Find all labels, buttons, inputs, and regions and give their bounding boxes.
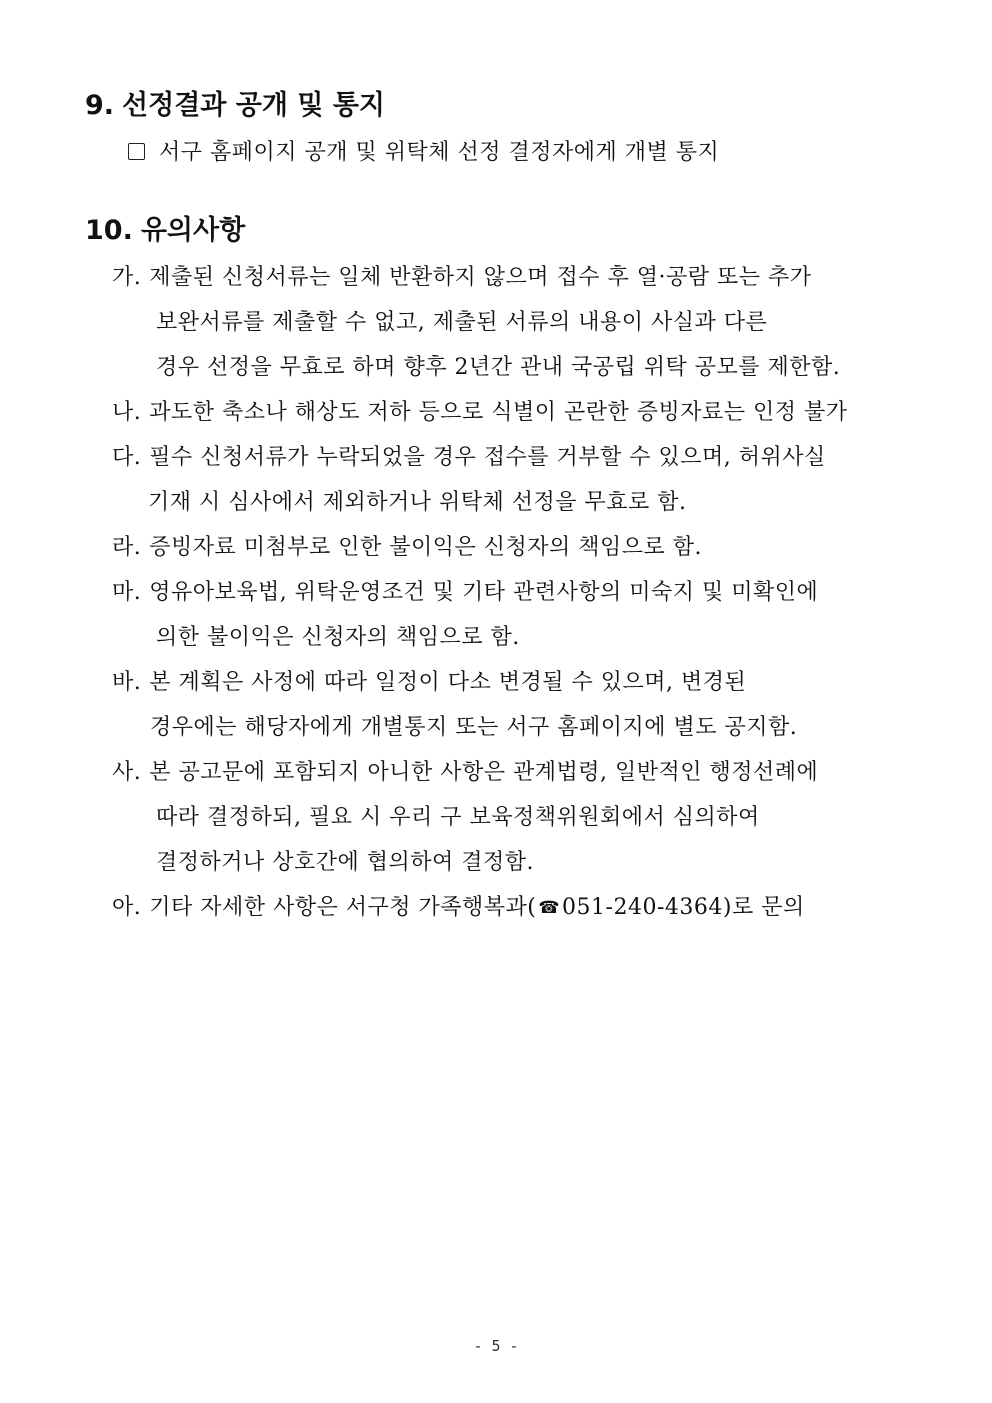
list-item-text: 과도한 축소나 해상도 저하 등으로 식별이 곤란한 증빙자료는 인정 불가 [149, 400, 848, 425]
list-item-sa [112, 756, 818, 790]
list-marker: 아. [112, 895, 142, 920]
section-9-heading [85, 86, 385, 126]
section-10-heading [85, 211, 245, 251]
list-item-ba [112, 666, 746, 700]
list-item-continuation: 보완서류를 제출할 수 없고, 제출된 서류의 내용이 사실과 다른 [156, 310, 768, 335]
square-bullet-icon [128, 143, 145, 160]
list-item-text: 본 계획은 사정에 따라 일정이 다소 변경될 수 있으며, 변경된 [149, 670, 747, 695]
list-item-da [112, 441, 826, 475]
list-item-text: 영유아보육법, 위탁운영조건 및 기타 관련사항의 미숙지 및 미확인에 [149, 580, 819, 605]
list-marker: 라. [112, 535, 142, 560]
section-9-bullet-text: 서구 홈페이지 공개 및 위탁체 선정 결정자에게 개별 통지 [159, 140, 720, 165]
list-item-continuation: 의한 불이익은 신청자의 책임으로 함. [156, 625, 520, 650]
section-9-bullet [128, 136, 719, 170]
list-item-text-before-phone: 기타 자세한 사항은 서구청 가족행복과( [149, 895, 537, 920]
list-marker: 사. [112, 760, 142, 785]
list-item-continuation: 기재 시 심사에서 제외하거나 위탁체 선정을 무효로 함. [148, 490, 687, 515]
list-marker: 나. [112, 400, 142, 425]
phone-number: 051-240-4364 [562, 895, 723, 920]
list-item-text: 제출된 신청서류는 일체 반환하지 않으며 접수 후 열·공람 또는 추가 [149, 265, 812, 290]
list-item-text: 필수 신청서류가 누락되었을 경우 접수를 거부할 수 있으며, 허위사실 [149, 445, 826, 470]
list-item-ra [112, 531, 702, 565]
list-item-continuation: 경우에는 해당자에게 개별통지 또는 서구 홈페이지에 별도 공지함. [150, 715, 798, 740]
telephone-icon: ☎ [538, 898, 561, 918]
list-item-na [112, 396, 848, 430]
section-10-title: 유의사항 [140, 215, 246, 246]
list-item-text: 본 공고문에 포함되지 아니한 사항은 관계법령, 일반적인 행정선례에 [149, 760, 819, 785]
list-marker: 가. [112, 265, 142, 290]
list-item-text-after-phone: )로 문의 [722, 895, 805, 920]
list-marker: 바. [112, 670, 142, 695]
list-item-a [112, 891, 805, 925]
section-10-number: 10. [85, 215, 133, 246]
list-item-continuation: 결정하거나 상호간에 협의하여 결정함. [156, 850, 535, 875]
page-number: - 5 - [473, 1337, 519, 1355]
section-9-title: 선정결과 공개 및 통지 [122, 90, 385, 121]
list-item-ga [112, 261, 812, 295]
section-9-number: 9. [85, 90, 115, 121]
list-marker: 다. [112, 445, 142, 470]
list-item-continuation: 경우 선정을 무효로 하며 향후 2년간 관내 국공립 위탁 공모를 제한함. [156, 355, 841, 380]
list-item-ma [112, 576, 818, 610]
list-item-continuation: 따라 결정하되, 필요 시 우리 구 보육정책위원회에서 심의하여 [156, 805, 760, 830]
list-item-text: 증빙자료 미첨부로 인한 불이익은 신청자의 책임으로 함. [149, 535, 702, 560]
list-marker: 마. [112, 580, 142, 605]
